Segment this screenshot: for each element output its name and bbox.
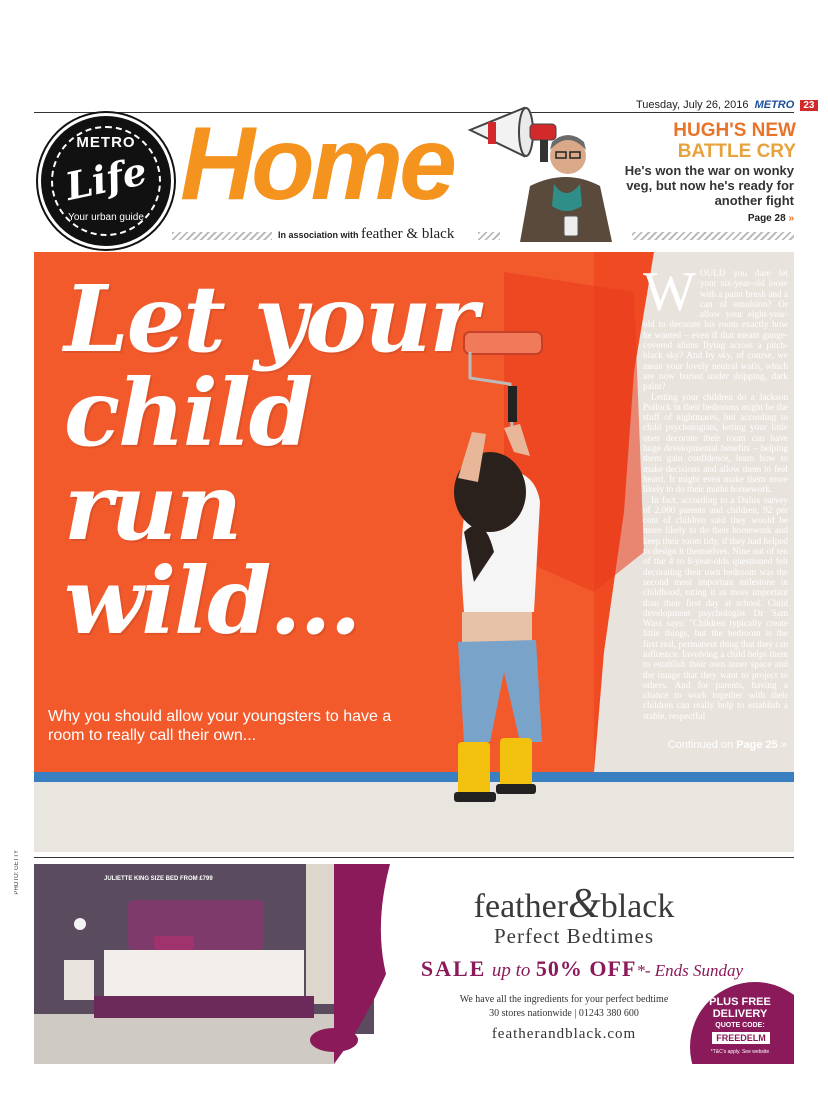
teaser-headline-line1: HUGH'S NEW	[673, 120, 796, 141]
badge-line1: PLUS FREE	[709, 996, 771, 1008]
badge-line2: DELIVERY	[712, 1008, 768, 1020]
page-number: 23	[800, 100, 817, 111]
feature-article	[643, 261, 788, 721]
teaser-headline-line2: BATTLE CRY	[677, 141, 796, 162]
teaser-headline[interactable]	[640, 120, 796, 162]
advert-brand-amp: &	[568, 881, 601, 927]
teaser-page-label: Page 28	[747, 213, 786, 224]
logo-tagline: Your urban guide	[68, 212, 144, 223]
advert-sale-off: 50% OFF	[535, 956, 637, 981]
chevron-right-icon: »	[788, 213, 794, 224]
teaser-page-ref[interactable]	[700, 213, 794, 224]
feature-headline: Let your child run wild...	[64, 265, 476, 655]
logo-metro-text: METRO	[76, 134, 136, 151]
advert-url[interactable]: featherandblack.com	[491, 1026, 637, 1042]
continued-link[interactable]	[594, 739, 787, 751]
badge-terms: *T&C's apply. See website	[710, 1049, 770, 1055]
association-brand: feather & black	[361, 226, 455, 242]
advert-sale-ends: *- Ends Sunday	[636, 961, 744, 980]
metro-wordmark: METRO	[754, 99, 795, 111]
advert[interactable]	[34, 864, 794, 1064]
advert-brand-right: black	[600, 888, 675, 925]
date-line	[636, 99, 818, 111]
advert-line1: We have all the ingredients for your perfect bedtime	[459, 994, 669, 1005]
advert-bedroom-photo[interactable]	[34, 864, 390, 1064]
delivery-badge	[690, 982, 794, 1064]
badge-headline	[690, 996, 790, 1020]
continued-prefix: Continued on	[667, 739, 734, 751]
association-line	[278, 226, 454, 243]
badge-quote: QUOTE CODE:	[715, 1022, 765, 1029]
advert-sale-upto: up to	[491, 960, 531, 981]
issue-date: Tuesday, July 26, 2016	[636, 99, 749, 111]
feature-hero	[34, 252, 794, 852]
article-paragraph-3: In fact, according to a Dulux survey of 2,000 parents and children, 92 per cent of children said they would be more likely to do their homework and keep their room tidy, if they had helped to design it themselves. Nine out of ten of the 4 to 8-year-olds questioned felt decorating their own bedroom was the second most important milestone in childhood, rating it as more important than their first day at school. Child development psychologist Dr Sam Wass says: "Children typically create little things, but the bedroom is the first real, permanent thing that they can influence. Involving a child helps them to establish their own inner space and the image that they want to project to others. And for parents, having a chance to work together with their children can really help to establish a stable, respectful	[643, 494, 788, 721]
article-paragraph-1-text: OULD you dare let your six-year-old loose with a paint brush and a can of emulsion? Or allow your eight-year-old to decorate his room exactly how he wanted – even if that meant gunge-covered aliens flying across a pitch-black sky? And by sky, of course, we mean your lovely neutral walls, which are now buried under dripping, dark paint?	[643, 268, 788, 392]
advert-sale	[392, 956, 772, 982]
chevron-right-icon: »	[780, 739, 787, 751]
article-dropcap: W	[643, 261, 696, 323]
photo-credit: PHOTO: GETTY	[14, 850, 20, 895]
section-title: Home	[180, 106, 453, 222]
advert-brand	[404, 880, 744, 928]
advert-tagline: Perfect Bedtimes	[493, 924, 655, 948]
advert-line2: 30 stores nationwide | 01243 380 600	[489, 1008, 639, 1019]
article-paragraph-2: Letting your children do a Jackson Pollock in their bedrooms might be the stuff of nightmares, but according to child psychologists, letting your little ones decorate their room can have huge developmental benefits – helping them gain confidence, learn how to make decisions and allow them to feel heard. It might even make them more likely to do their maths homework.	[643, 391, 788, 495]
teaser-body: He's won the war on wonky veg, but now he's ready for another fight	[624, 163, 794, 208]
continued-page: Page 25	[736, 739, 778, 751]
association-prefix: In association with	[278, 230, 359, 240]
badge-code: FREEDELM	[712, 1032, 770, 1044]
advert-sale-word: SALE	[420, 956, 487, 981]
advert-rule	[34, 857, 794, 858]
advert-brand-left: feather	[473, 888, 569, 925]
advert-photo-label: JULIETTE KING SIZE BED FROM £799	[104, 876, 213, 882]
logo-life-text: Life	[61, 147, 151, 210]
hatch-divider-left	[172, 232, 272, 240]
article-paragraph-1	[643, 261, 788, 392]
megaphone-icon	[466, 100, 562, 170]
feature-standfirst: Why you should allow your youngsters to have a room to really call their own...	[48, 708, 392, 744]
metro-life-logo	[38, 113, 174, 249]
